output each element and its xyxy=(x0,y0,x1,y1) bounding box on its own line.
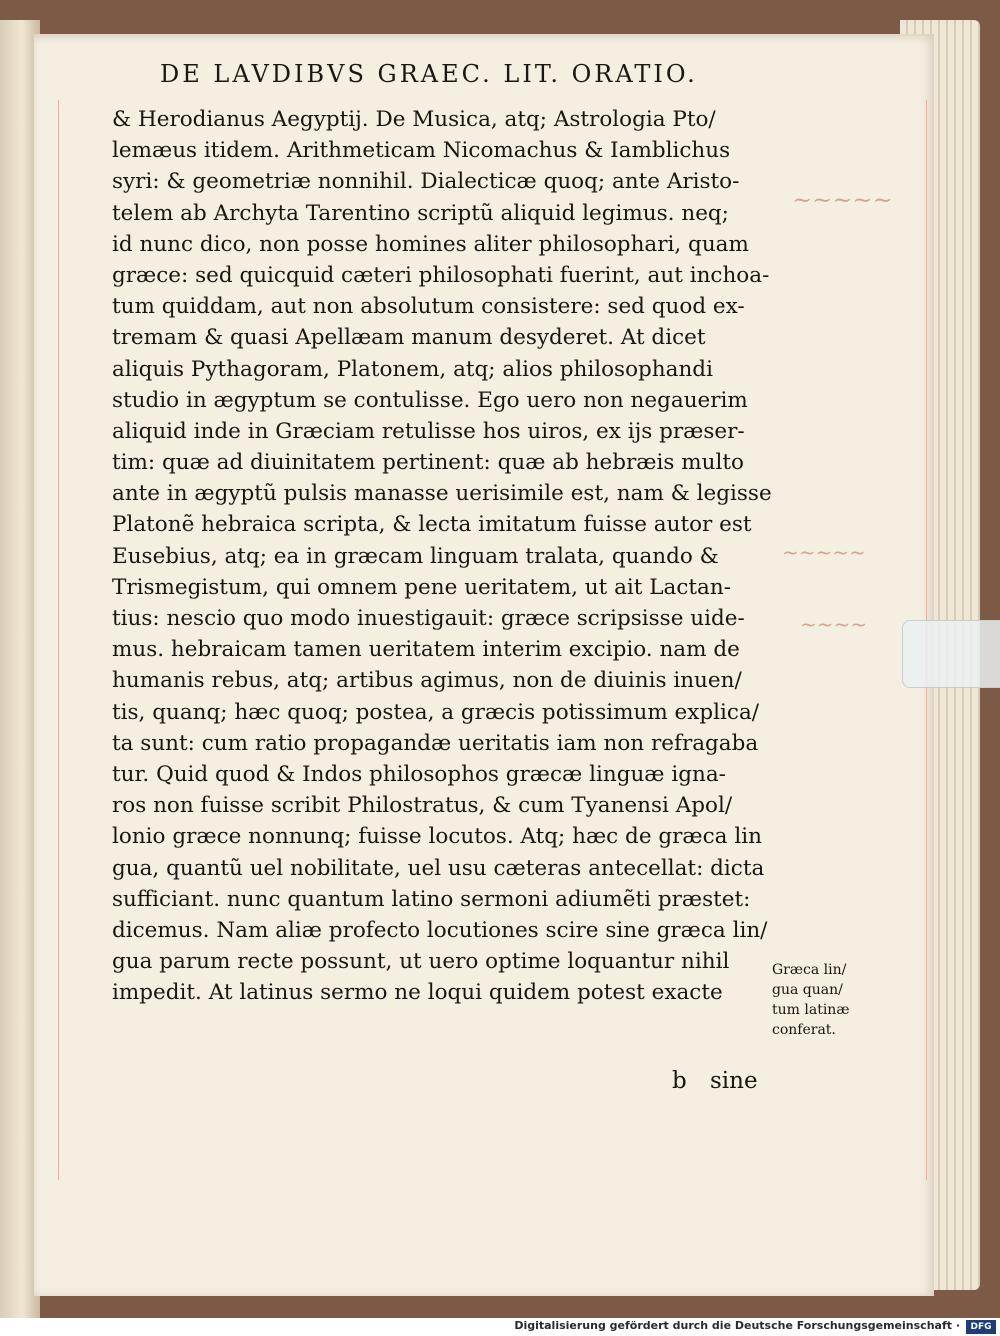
manuscript-annotation-3: ~~~~ xyxy=(800,612,868,636)
catchword: sine xyxy=(710,1068,758,1094)
marginal-note xyxy=(772,960,882,1040)
text-line: humanis rebus, atq; artibus agimus, non de diuinis inuen/ xyxy=(112,668,742,694)
text-line: syri: & geometriæ nonnihil. Dialecticæ quoq; ante Aristo- xyxy=(112,169,740,195)
text-line: Eusebius, atq; ea in græcam linguam tralata, quando & xyxy=(112,543,719,569)
text-line: gua parum recte possunt, ut uero optime loquantur nihil xyxy=(112,949,730,975)
text-line: græce: sed quicquid cæteri philosophati fuerint, aut inchoa- xyxy=(112,262,770,288)
marginal-note-line: gua quan/ xyxy=(772,982,843,998)
text-line: mus. hebraicam tamen ueritatem interim excipio. nam de xyxy=(112,637,740,663)
text-line: lemæus itidem. Arithmeticam Nicomachus & Iamblichus xyxy=(112,138,731,164)
text-line: aliquis Pythagoram, Platonem, atq; alios philosophandi xyxy=(112,356,713,382)
text-line: gua, quantũ uel nobilitate, uel usu cæteras antecellat: dicta xyxy=(112,855,765,881)
text-line: aliquid inde in Græciam retulisse hos uiros, ex ijs præser- xyxy=(112,418,745,444)
text-line: tim: quæ ad diuinitatem pertinent: quæ ab hebræis multo xyxy=(112,450,744,476)
manuscript-annotation-2: ~~~~~ xyxy=(782,540,866,564)
page-clip-tab xyxy=(902,620,1000,688)
footer-credit: Digitalisierung gefördert durch die Deutsche Forschungsgemeinschaft · xyxy=(514,1319,960,1332)
text-line: ante in ægyptũ pulsis manasse uerisimile est, nam & legisse xyxy=(112,481,772,507)
text-line: tum quiddam, aut non absolutum consistere: sed quod ex- xyxy=(112,294,745,320)
text-line: sufficiant. nunc quantum latino sermoni adiumẽti præstet: xyxy=(112,886,751,912)
text-line: telem ab Archyta Tarentino scriptũ aliquid legimus. neq; xyxy=(112,200,729,226)
text-line: tur. Quid quod & Indos philosophos græcæ linguæ igna- xyxy=(112,761,726,787)
running-header: DE LAVDIBVS GRAEC. LIT. ORATIO. xyxy=(160,60,698,88)
text-line: dicemus. Nam aliæ profecto locutiones scire sine græca lin/ xyxy=(112,917,768,943)
text-line: tis, quanq; hæc quoq; postea, a græcis potissimum explica/ xyxy=(112,699,760,725)
text-line: lonio græce nonnunq; fuisse locutos. Atq; hæc de græca lin xyxy=(112,824,762,850)
marginal-note-line: tum latinæ xyxy=(772,1002,850,1018)
margin-rule-left xyxy=(58,100,59,1180)
manuscript-annotation-1: ~~~~~ xyxy=(792,186,893,214)
text-line: Trismegistum, qui omnem pene ueritatem, ut ait Lactan- xyxy=(112,574,731,600)
text-line: studio in ægyptum se contulisse. Ego uero non negauerim xyxy=(112,387,748,413)
marginal-note-line: conferat. xyxy=(772,1022,836,1038)
signature-mark: b xyxy=(672,1068,687,1094)
text-line: & Herodianus Aegyptij. De Musica, atq; Astrologia Pto/ xyxy=(112,107,716,132)
text-line: ros non fuisse scribit Philostratus, & cum Tyanensi Apol/ xyxy=(112,793,733,819)
body-text xyxy=(112,104,772,1008)
text-line: impedit. At latinus sermo ne loqui quidem potest exacte xyxy=(112,980,723,1006)
text-line: Platonẽ hebraica scripta, & lecta imitatum fuisse autor est xyxy=(112,512,752,538)
text-line: tremam & quasi Apellæam manum desyderet. At dicet xyxy=(112,325,706,351)
text-line: tius: nescio quo modo inuestigauit: græce scripsisse uide- xyxy=(112,606,745,631)
text-line: id nunc dico, non posse homines aliter philosophari, quam xyxy=(112,231,749,257)
text-line: ta sunt: cum ratio propagandæ ueritatis iam non refragaba xyxy=(112,730,759,756)
marginal-note-line: Græca lin/ xyxy=(772,962,847,978)
dfg-logo: DFG xyxy=(966,1320,996,1334)
